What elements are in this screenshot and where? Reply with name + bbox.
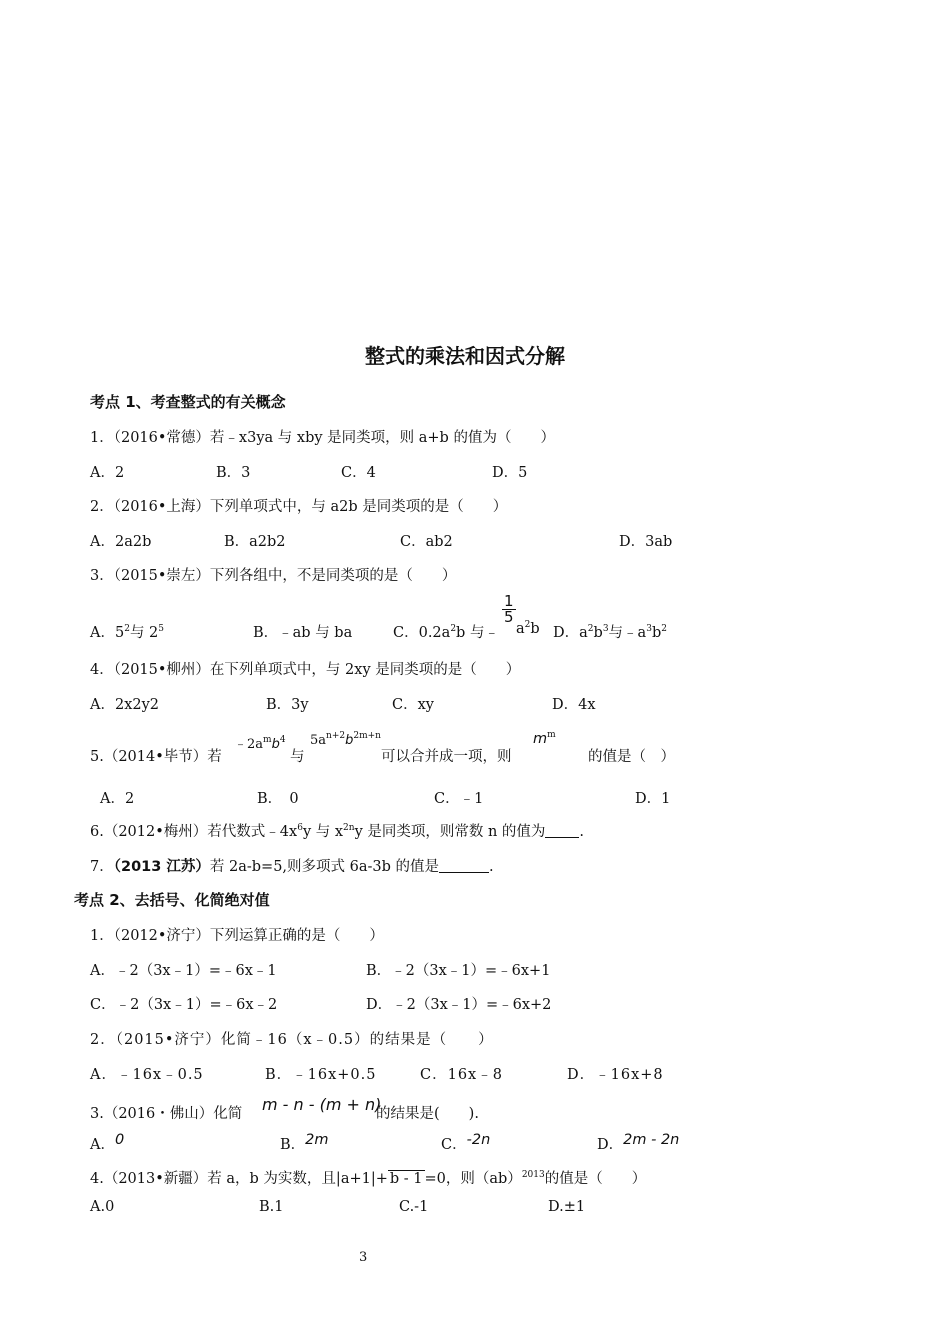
question-2-1-option-d: D．﹣2（3x﹣1）=﹣6x+2 — [366, 997, 552, 1013]
question-2-1-option-c: C．﹣2（3x﹣1）=﹣6x﹣2 — [90, 997, 278, 1013]
question-2-3-post: 的结果是( ). — [376, 1106, 479, 1122]
q4-mid: =0，则（ab） — [424, 1171, 522, 1187]
question-1-3-option-c-tail — [516, 621, 540, 637]
option-c-post: a — [516, 621, 525, 637]
question-1-4-option-d: D．4x — [552, 697, 596, 713]
sqrt-radicand: b - 1 — [389, 1171, 423, 1187]
question-2-3-option-d — [597, 1133, 679, 1154]
option-label: B． — [280, 1137, 306, 1153]
option-a-mid: 与 2 — [129, 625, 159, 641]
option-d-prefix: D．a — [553, 625, 588, 641]
question-2-4-option-a: A.0 — [90, 1199, 115, 1215]
question-2-3-option-a — [90, 1133, 124, 1154]
exponent: 2 — [124, 624, 130, 634]
question-1-3-option-c — [393, 621, 499, 642]
option-value: 2m - 2n — [623, 1132, 680, 1148]
question-1-2-option-a: A．2a2b — [90, 534, 152, 550]
option-label: A． — [90, 1137, 115, 1153]
question-1-5-with: 与 — [290, 749, 305, 765]
q7-text: 若 2a-b=5,则多项式 6a-3b 的值是 — [209, 859, 440, 875]
exponent: 2 — [587, 624, 594, 634]
question-1-5-option-c: C．﹣1 — [434, 791, 484, 807]
exponent: 6 — [297, 823, 303, 833]
question-1-3-option-d — [553, 621, 667, 642]
exponent: 2 — [524, 620, 531, 630]
question-1-5-option-b: B． 0 — [257, 791, 299, 807]
question-2-1-option-b: B．﹣2（3x﹣1）=﹣6x+1 — [366, 963, 551, 979]
question-1-5-expr2 — [310, 733, 381, 748]
question-1-5-option-d: D．1 — [635, 791, 671, 807]
fraction-numerator: 1 — [504, 592, 514, 610]
exponent: 3 — [602, 624, 609, 634]
answer-blank — [545, 823, 579, 838]
question-1-5-post: 的值是（ ） — [588, 749, 675, 765]
question-2-4-option-c: C.-1 — [399, 1199, 429, 1215]
q4-post: 的值是（ ） — [544, 1171, 647, 1187]
option-d-b: b — [593, 625, 603, 641]
answer-blank — [439, 858, 489, 873]
question-2-4-option-d: D.±1 — [548, 1199, 586, 1215]
option-d-mid: 与﹣a — [608, 625, 647, 641]
expr2: 5a — [310, 733, 327, 748]
question-1-1-option-c: C．4 — [341, 465, 376, 481]
question-1-4-option-b: B．3y — [266, 697, 309, 713]
question-1-3-option-b: B．﹣ab 与 ba — [253, 625, 353, 641]
question-1-2-stem: 2．（2016•上海）下列单项式中，与 a2b 是同类项的是（ ） — [90, 499, 508, 515]
question-2-1-option-a: A．﹣2（3x﹣1）=﹣6x﹣1 — [90, 963, 277, 979]
question-1-5-expr1 — [234, 733, 286, 752]
question-1-4-option-c: C．xy — [392, 697, 434, 713]
question-1-1-option-a: A．2 — [90, 465, 125, 481]
question-1-2-option-c: C．ab2 — [400, 534, 453, 550]
question-2-2-option-b: B．﹣16x+0.5 — [265, 1067, 377, 1083]
question-1-4-stem: 4．（2015•柳州）在下列单项式中，与 2xy 是同类项的是（ ） — [90, 662, 521, 678]
question-2-3-option-c — [441, 1133, 490, 1154]
expr2-b: b — [345, 733, 354, 748]
q7-end: . — [489, 859, 494, 875]
question-2-4-option-b: B.1 — [259, 1199, 284, 1215]
question-2-3-option-b — [280, 1133, 329, 1154]
expr3: m — [533, 731, 548, 747]
question-2-2-option-c: C．16x﹣8 — [420, 1067, 503, 1083]
question-1-5-option-a: A．2 — [100, 791, 135, 807]
question-2-3-expression: m - n - (m + n) — [262, 1095, 382, 1114]
fraction-one-fifth — [502, 594, 516, 625]
exponent: 3 — [646, 624, 652, 634]
q6-end: . — [579, 824, 585, 840]
exponent: m — [547, 730, 556, 740]
option-label: C． — [441, 1137, 467, 1153]
option-label: D． — [597, 1137, 624, 1153]
page-title: 整式的乘法和因式分解 — [365, 344, 565, 368]
q7-number: 7． — [90, 859, 114, 875]
exponent: 5 — [158, 624, 165, 634]
option-value: 0 — [114, 1132, 125, 1148]
question-1-3-stem: 3．（2015•崇左）下列各组中，不是同类项的是（ ） — [90, 568, 457, 584]
q6-post: y 是同类项，则常数 n 的值为 — [354, 824, 546, 840]
question-1-5-expr3 — [533, 731, 556, 747]
expr1: ﹣2a — [234, 737, 264, 752]
exponent: n+2 — [326, 731, 346, 741]
question-1-7 — [90, 855, 494, 876]
exponent: 2013 — [521, 1170, 545, 1180]
question-1-5-mid: 可以合并成一项，则 — [381, 749, 512, 765]
expr1-b: b — [271, 737, 280, 752]
question-1-4-option-a: A．2x2y2 — [90, 697, 160, 713]
q6-mid: y 与 x — [302, 824, 344, 840]
question-1-1-option-b: B．3 — [216, 465, 251, 481]
question-2-1-stem: 1．（2012•济宁）下列运算正确的是（ ） — [90, 928, 384, 944]
q6-prefix: 6.（2012•梅州）若代数式﹣4x — [90, 824, 298, 840]
question-2-2-stem: 2．（2015•济宁）化简﹣16（x﹣0.5）的结果是（ ） — [90, 1032, 494, 1048]
question-1-2-option-d: D．3ab — [619, 534, 673, 550]
exponent: 2n — [343, 823, 355, 833]
exponent: 2m+n — [353, 731, 381, 741]
fraction-denominator: 5 — [504, 608, 514, 626]
question-2-4 — [90, 1167, 646, 1188]
question-1-6 — [90, 820, 584, 841]
option-value: -2n — [466, 1132, 491, 1148]
q7-source-tag: （2013 江苏） — [113, 859, 210, 875]
exponent: 2 — [661, 624, 667, 634]
question-1-3-option-a — [90, 621, 164, 642]
exponent: 4 — [279, 735, 286, 745]
option-c-mid: b 与﹣ — [456, 625, 499, 641]
question-1-2-option-b: B．a2b2 — [224, 534, 286, 550]
exponent: 2 — [450, 624, 457, 634]
section-heading-1: 考点 1、考查整式的有关概念 — [90, 393, 286, 411]
exponent: m — [263, 735, 272, 745]
option-d-b2: b — [651, 625, 662, 641]
option-c-end: b — [530, 621, 540, 637]
q4-prefix: 4.（2013•新疆）若 a，b 为实数，且|a+1|+ — [90, 1171, 388, 1187]
question-1-5-prefix: 5.（2014•毕节）若 — [90, 749, 222, 765]
page-number: 3 — [359, 1250, 368, 1265]
section-heading-2: 考点 2、去括号、化简绝对值 — [74, 891, 270, 909]
option-c-prefix: C．0.2a — [393, 625, 451, 641]
option-a-prefix: A．5 — [90, 625, 125, 641]
question-2-2-option-d: D．﹣16x+8 — [567, 1067, 664, 1083]
question-1-1-option-d: D．5 — [492, 465, 528, 481]
question-1-1-stem: 1．（2016•常德）若﹣x3ya 与 xby 是同类项，则 a+b 的值为（ ） — [90, 430, 555, 446]
question-2-2-option-a: A．﹣16x﹣0.5 — [90, 1067, 204, 1083]
option-value: 2m — [305, 1132, 329, 1148]
question-2-3-prefix: 3.（2016・佛山）化简 — [90, 1106, 243, 1122]
